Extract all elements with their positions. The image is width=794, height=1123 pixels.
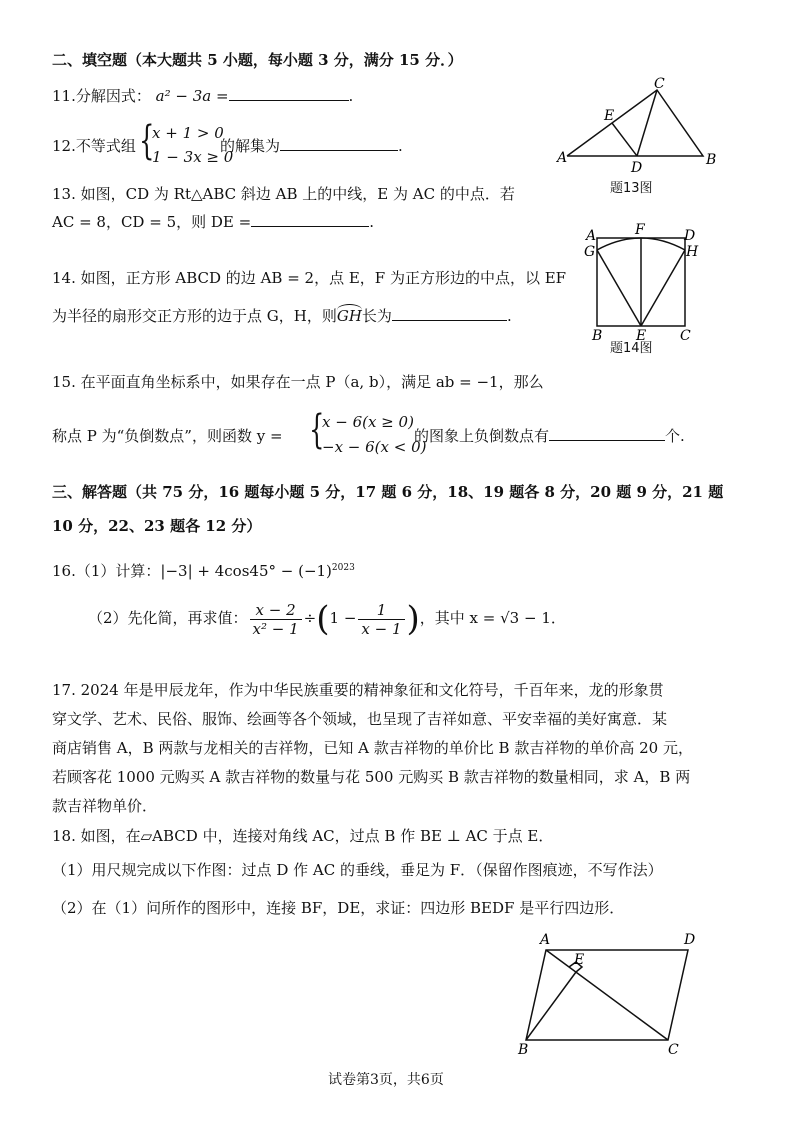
fig14-label-h: H xyxy=(686,244,699,260)
q12-inequality-2: 1 − 3x ≥ 0 xyxy=(152,148,234,166)
q15-line-2a: 称点 P 为“负倒数点”，则函数 y = xyxy=(52,427,283,445)
figure-18 xyxy=(508,928,708,1058)
figure-13 xyxy=(555,76,725,176)
q16-paren-right: ) xyxy=(406,599,420,639)
q12-number: 12. xyxy=(52,137,76,155)
q16-fraction-1-num: x − 2 xyxy=(250,601,302,620)
q15-end: 个. xyxy=(665,427,685,445)
q12-pre: 不等式组 xyxy=(75,137,136,155)
q12-inequality-1: x + 1 > 0 xyxy=(152,124,224,142)
q15-piece-2: −x − 6(x < 0) xyxy=(322,438,427,456)
q16-fraction-2-den: x − 1 xyxy=(361,619,402,638)
q13-end: . xyxy=(369,213,374,231)
q14-arc-label: GH xyxy=(337,304,362,326)
q16-divide: ÷ xyxy=(303,609,317,627)
q13-answer-blank[interactable] xyxy=(251,212,369,227)
q16-paren-left: ( xyxy=(316,599,330,639)
q13-given: AC = 8，CD = 5，则 DE = xyxy=(52,213,252,231)
fig18-label-a: A xyxy=(540,932,551,948)
q14-line-1: 14. 如图，正方形 ABCD 的边 AB = 2，点 E，F 为正方形边的中点，以 EF xyxy=(52,269,567,287)
q16-part-2-tail: ，其中 x = √3 − 1． xyxy=(419,609,566,627)
q16-fraction-1-den: x² − 1 xyxy=(252,619,299,638)
q13-line-2 xyxy=(52,212,374,232)
fig14-label-c: C xyxy=(680,328,691,342)
q16-fraction-1 xyxy=(250,601,302,638)
q13-line-1: 13. 如图，CD 为 Rt△ABC 斜边 AB 上的中线，E 为 AC 的中点．若 xyxy=(52,185,515,203)
q11-text: 分解因式： xyxy=(75,87,151,105)
fig13-label-d: D xyxy=(631,160,643,176)
q14-text-b: 长为 xyxy=(361,307,392,325)
q14-text: 为半径的扇形交正方形的边于点 G，H，则 xyxy=(52,307,337,325)
q16-part-1-expr: |−3| + 4cos45° − (−1) xyxy=(160,562,332,580)
q12-answer-blank[interactable] xyxy=(280,136,398,151)
fig14-label-f: F xyxy=(635,222,645,238)
section-heading-answer-2: 10 分，22、23 题各 12 分） xyxy=(52,517,262,535)
fig13-label-e: E xyxy=(604,108,615,124)
q16-part-2-label: （2）先化简，再求值： xyxy=(88,609,248,627)
page-footer: 试卷第3页，共6页 xyxy=(328,1072,444,1088)
q12-post: 的解集为 xyxy=(220,137,281,155)
fig14-segment-eh xyxy=(641,250,685,326)
q16-one-minus: 1 − xyxy=(329,609,357,627)
fig13-label-b: B xyxy=(706,152,717,168)
fig14-label-e: E xyxy=(636,328,647,342)
q15-brace: { xyxy=(309,407,325,453)
q18-line-1: 18. 如图，在▱ABCD 中，连接对角线 AC，过点 B 作 BE ⊥ AC 于点 E． xyxy=(52,827,554,845)
fig13-triangle-abc xyxy=(567,90,703,156)
fig18-label-d: D xyxy=(684,932,696,948)
q17-line-5: 款吉祥物单价． xyxy=(52,797,158,815)
fig18-diagonal-ac xyxy=(546,950,668,1040)
q16-fraction-2 xyxy=(358,601,404,638)
q14-line-2 xyxy=(52,304,512,326)
q11-answer-blank[interactable] xyxy=(229,86,349,101)
q17-line-4: 若顾客花 1000 元购买 A 款吉祥物的数量与花 500 元购买 B 款吉祥物的数量相同，求 A，B 两 xyxy=(52,768,691,786)
q11-number: 11. xyxy=(52,87,76,105)
q17-line-3: 商店销售 A，B 两款与龙相关的吉祥物，已知 A 款吉祥物的单价比 B 款吉祥物的单价高 20 元， xyxy=(52,739,693,757)
fig14-label-d: D xyxy=(684,228,696,244)
q15-line-2b xyxy=(414,426,685,446)
fig18-label-b: B xyxy=(518,1042,529,1058)
q14-end: . xyxy=(506,307,512,325)
q15-line-1: 15. 在平面直角坐标系中，如果存在一点 P（a, b），满足 ab = −1，那么 xyxy=(52,373,544,391)
fig13-caption: 题13图 xyxy=(610,181,653,196)
fig13-label-a: A xyxy=(557,150,568,166)
fig14-label-a: A xyxy=(586,228,597,244)
q12-brace: { xyxy=(139,118,155,164)
q17-line-1: 17. 2024 年是甲辰龙年，作为中华民族重要的精神象征和文化符号，千百年来，龙的形象贯 xyxy=(52,681,664,699)
fig18-label-c: C xyxy=(668,1042,679,1058)
fig14-caption: 题14图 xyxy=(610,341,653,356)
q11-expression: a² − 3a = xyxy=(155,87,229,105)
fig14-label-b: B xyxy=(592,328,603,342)
q11-end: . xyxy=(348,87,354,105)
q14-answer-blank[interactable] xyxy=(392,306,507,321)
q18-line-3: （2）在（1）问所作的图形中，连接 BF，DE，求证：四边形 BEDF 是平行四边形． xyxy=(52,899,625,917)
fig14-segment-eg xyxy=(597,250,641,326)
fig13-label-c: C xyxy=(654,76,665,92)
q16-part-1 xyxy=(52,558,355,581)
q12-end: . xyxy=(398,137,403,155)
fig13-segment-de xyxy=(612,123,637,156)
question-11 xyxy=(52,86,353,106)
q15-answer-blank[interactable] xyxy=(549,426,665,441)
q15-piece-1: x − 6(x ≥ 0) xyxy=(322,413,414,431)
q12-suffix xyxy=(220,136,403,156)
q18-line-2: （1）用尺规完成以下作图：过点 D 作 AC 的垂线，垂足为 F．（保留作图痕迹，不写作法） xyxy=(52,861,663,879)
q16-part-1-exponent: 2023 xyxy=(331,563,355,573)
fig18-label-e: E xyxy=(574,952,585,968)
q16-part-2 xyxy=(88,600,566,638)
fig13-segment-cd xyxy=(637,90,657,156)
figure-14 xyxy=(580,222,710,342)
q15-text: 的图象上负倒数点有 xyxy=(414,427,550,445)
section-heading-answer-1: 三、解答题（共 75 分，16 题每小题 5 分，17 题 6 分，18、19 题各 8 分，20 题 9 分，21 题 xyxy=(52,483,724,501)
section-heading-fill-in: 二、填空题（本大题共 5 小题，每小题 3 分，满分 15 分．） xyxy=(52,51,463,69)
q12-prefix xyxy=(52,136,136,156)
q16-part-1-label: 16.（1）计算： xyxy=(52,562,161,580)
q16-fraction-2-num: 1 xyxy=(358,601,404,620)
q17-line-2: 穿文学、艺术、民俗、服饰、绘画等各个领域，也呈现了吉祥如意、平安幸福的美好寓意．某 xyxy=(52,710,668,728)
fig14-label-g: G xyxy=(584,244,596,260)
